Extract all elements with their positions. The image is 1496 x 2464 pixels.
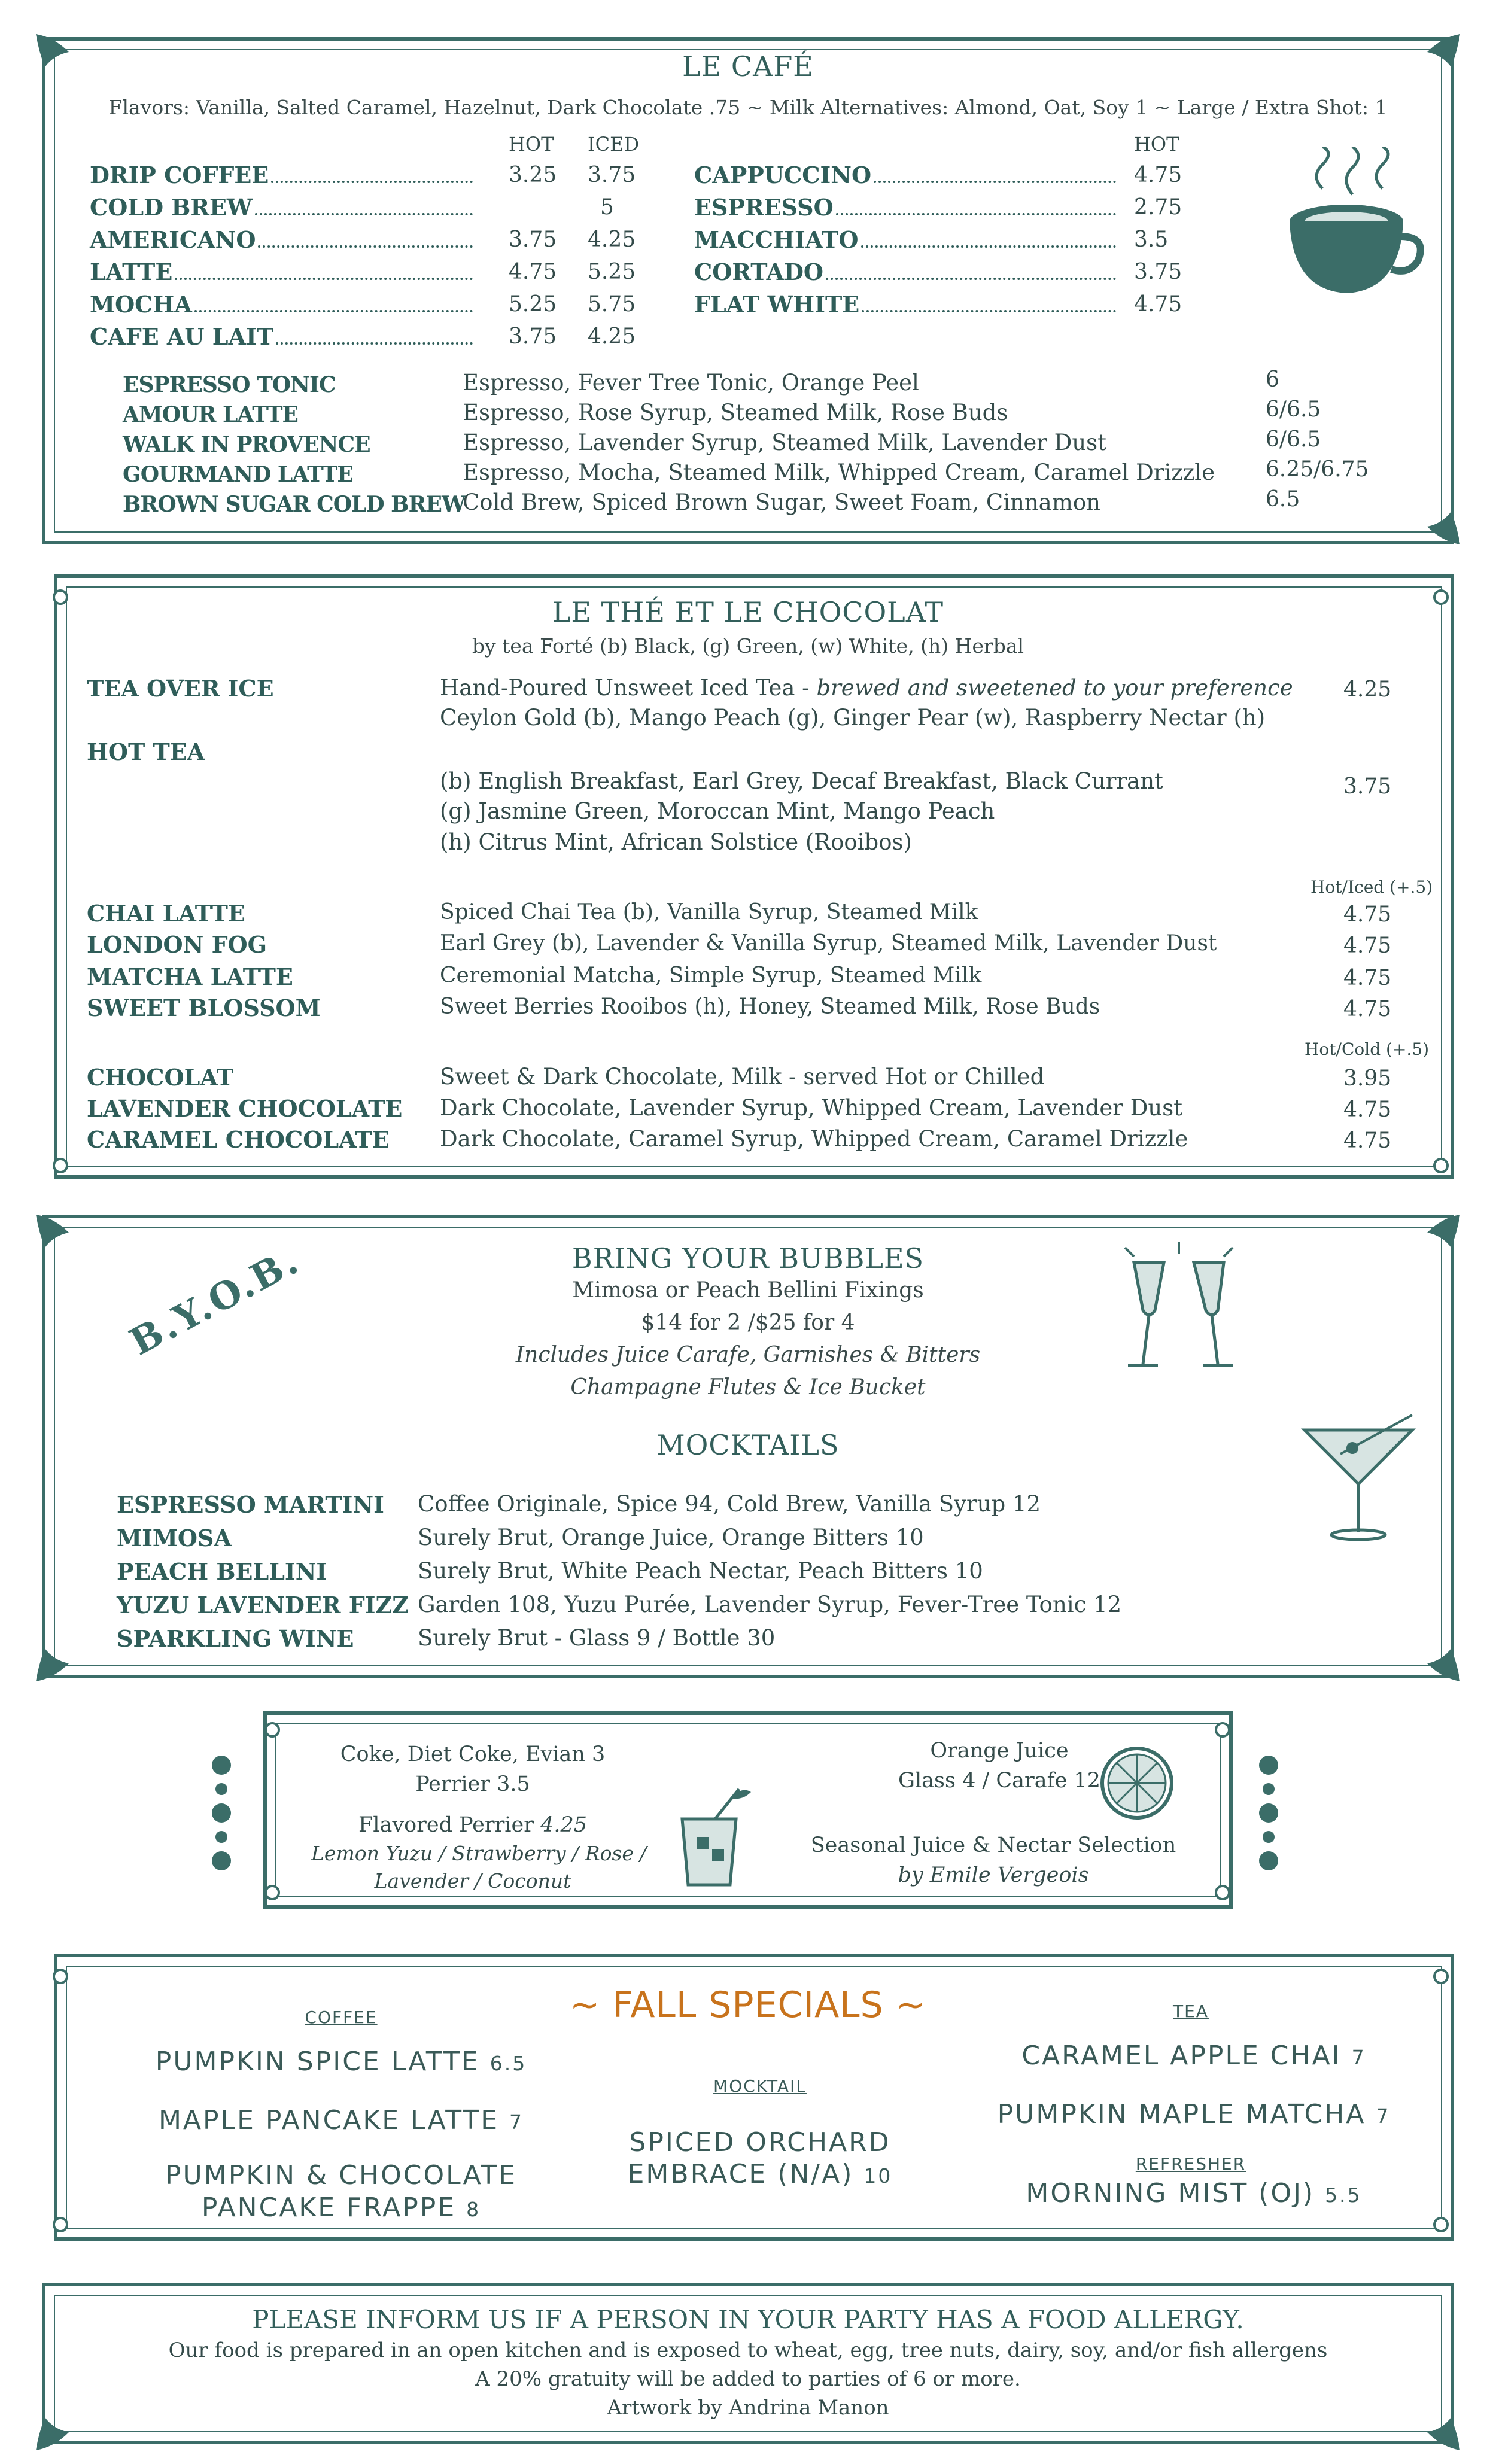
soft-right-2: Glass 4 / Carafe 12 (898, 1769, 1100, 1793)
cafe-title: LE CAFÉ (682, 50, 814, 83)
item-name: AMERICANO (90, 226, 256, 253)
item-name: ESPRESSO (694, 194, 834, 221)
chocolate-price: 4.75 (1343, 1097, 1392, 1122)
specialty-price: 6 (1266, 367, 1279, 392)
ring-ornament (1433, 1969, 1449, 1984)
item-name: CORTADO (694, 258, 823, 285)
the-title: LE THÉ ET LE CHOCOLAT (552, 596, 944, 628)
item-name: CAFE AU LAIT (90, 323, 274, 350)
leader-dots (276, 336, 473, 345)
hot-tea-price: 3.75 (1343, 774, 1392, 799)
specialty-name: BROWN SUGAR COLD BREW (123, 492, 466, 517)
item-name: MACCHIATO (694, 226, 859, 253)
mocktail-desc: Coffee Originale, Spice 94, Cold Brew, Vanilla Syrup 12 (418, 1491, 1041, 1517)
latte-desc: Spiced Chai Tea (b), Vanilla Syrup, Steamed Milk (440, 900, 978, 924)
item-hot-price: 4.75 (1134, 163, 1182, 187)
cafe-left-item (90, 162, 473, 188)
leader-dots (826, 272, 1116, 280)
mocktail-desc: Surely Brut, Orange Juice, Orange Bitters 10 (418, 1525, 924, 1550)
byob-line-3: Includes Juice Carafe, Garnishes & Bitters (515, 1343, 981, 1367)
fall-coffee-3: PUMPKIN & CHOCOLATE (165, 2160, 517, 2191)
byob-title: BRING YOUR BUBBLES (571, 1242, 925, 1274)
fall-coffee-2: MAPLE PANCAKE LATTE 7 (158, 2105, 524, 2136)
fall-specials-title: ~ FALL SPECIALS ~ (570, 1984, 926, 2026)
chocolate-price: 3.95 (1343, 1066, 1392, 1091)
latte-price: 4.75 (1343, 966, 1392, 990)
soft-line-1: Coke, Diet Coke, Evian 3 (340, 1742, 606, 1766)
ring-ornament (1215, 1885, 1230, 1900)
latte-name: MATCHA LATTE (87, 963, 293, 990)
item-hot-price: 3.75 (509, 324, 557, 349)
leader-dots (861, 239, 1117, 248)
byob-line-2: $14 for 2 /$25 for 4 (641, 1310, 855, 1335)
allergy-notice: PLEASE INFORM US IF A PERSON IN YOUR PARTY HAS A FOOD ALLERGY. (252, 2305, 1244, 2334)
specialty-name: AMOUR LATTE (123, 402, 298, 427)
soft-line-2: Perrier 3.5 (415, 1772, 530, 1796)
chocolate-desc: Dark Chocolate, Caramel Syrup, Whipped Cream, Caramel Drizzle (440, 1126, 1188, 1152)
specialty-desc: Espresso, Mocha, Steamed Milk, Whipped Cream, Caramel Drizzle (463, 460, 1215, 485)
soft-line-3: Flavored Perrier 4.25 (358, 1813, 588, 1837)
soft-line-4: Lemon Yuzu / Strawberry / Rose / (311, 1842, 647, 1865)
cafe-right-item (694, 226, 1116, 253)
gratuity-notice: A 20% gratuity will be added to parties of 6 or more. (475, 2367, 1021, 2391)
item-name: CAPPUCCINO (694, 162, 872, 188)
the-subtitle: by tea Forté (b) Black, (g) Green, (w) White, (h) Herbal (472, 634, 1024, 658)
leader-dots (194, 304, 473, 312)
artwork-credit: Artwork by Andrina Manon (607, 2396, 889, 2420)
item-name: DRIP COFFEE (90, 162, 269, 188)
specialty-name: ESPRESSO TONIC (123, 372, 336, 397)
specialty-price: 6.5 (1266, 487, 1300, 512)
coffee-cup-icon (1287, 147, 1424, 302)
orange-slice-icon (1098, 1744, 1176, 1822)
mocktail-name: YUZU LAVENDER FIZZ (117, 1592, 409, 1619)
latte-name: CHAI LATTE (87, 900, 245, 927)
hot-tea-line-3: (h) Citrus Mint, African Solstice (Rooibos) (440, 829, 912, 855)
mocktail-name: ESPRESSO MARTINI (117, 1491, 384, 1518)
cafe-left-item (90, 258, 473, 285)
iced-drink-icon (673, 1783, 757, 1891)
item-hot-price: 3.75 (1134, 260, 1182, 284)
leaf-corner-icon (1421, 506, 1463, 547)
item-iced-price: 5.25 (588, 260, 636, 284)
col-iced-label: ICED (588, 133, 640, 156)
leader-dots (175, 272, 473, 280)
byob-line-1: Mimosa or Peach Bellini Fixings (572, 1278, 924, 1303)
latte-name: SWEET BLOSSOM (87, 994, 321, 1021)
cafe-right-item (694, 162, 1116, 188)
chocolate-name: CARAMEL CHOCOLATE (87, 1126, 390, 1153)
leaf-corner-icon (33, 1642, 75, 1684)
item-iced-price: 4.25 (588, 227, 636, 252)
item-hot-price: 5.25 (509, 292, 557, 317)
chocolate-note: Hot/Cold (+.5) (1305, 1039, 1430, 1059)
cafe-left-item (90, 226, 473, 253)
latte-price: 4.75 (1343, 997, 1392, 1021)
ring-ornament (1433, 1158, 1449, 1173)
specialty-desc: Cold Brew, Spiced Brown Sugar, Sweet Foam, Cinnamon (463, 489, 1100, 515)
fall-mocktail-label: MOCKTAIL (713, 2076, 807, 2096)
fall-tea-label: TEA (1173, 2001, 1209, 2021)
fall-coffee-4: PANCAKE FRAPPE 8 (201, 2192, 481, 2223)
cafe-right-item (694, 194, 1116, 221)
ring-ornament (53, 1969, 68, 1984)
ring-ornament (53, 1158, 68, 1173)
ring-ornament (1433, 2217, 1449, 2232)
cafe-left-item (90, 323, 473, 350)
hot-tea-line-2: (g) Jasmine Green, Moroccan Mint, Mango Peach (440, 798, 995, 824)
hot-tea-name: HOT TEA (87, 738, 205, 765)
cafe-left-item (90, 194, 473, 221)
cafe-left-item (90, 291, 473, 318)
item-iced-price: 5.75 (588, 292, 636, 317)
specialty-name: GOURMAND LATTE (123, 462, 353, 487)
leader-dots (836, 207, 1116, 215)
specialty-desc: Espresso, Rose Syrup, Steamed Milk, Rose Buds (463, 400, 1008, 425)
byob-line-4: Champagne Flutes & Ice Bucket (570, 1375, 926, 1400)
fall-tea-1: CARAMEL APPLE CHAI 7 (1021, 2040, 1366, 2071)
tea-over-ice-flavors: Ceylon Gold (b), Mango Peach (g), Ginger Pear (w), Raspberry Nectar (h) (440, 705, 1266, 731)
soft-right-1: Orange Juice (930, 1739, 1069, 1763)
cafe-right-item (694, 258, 1116, 285)
item-name: MOCHA (90, 291, 192, 318)
chocolate-name: LAVENDER CHOCOLATE (87, 1095, 403, 1122)
item-hot-price: 3.25 (509, 163, 557, 187)
fall-mocktail-1: SPICED ORCHARD (629, 2127, 891, 2158)
latte-name: LONDON FOG (87, 931, 267, 958)
item-hot-price: 3.5 (1134, 227, 1169, 252)
leader-dots (258, 239, 473, 248)
chocolate-name: CHOCOLAT (87, 1064, 233, 1091)
chocolate-desc: Dark Chocolate, Lavender Syrup, Whipped Cream, Lavender Dust (440, 1095, 1183, 1121)
latte-desc: Earl Grey (b), Lavender & Vanilla Syrup, Steamed Milk, Lavender Dust (440, 931, 1217, 956)
ring-ornament (1215, 1722, 1230, 1738)
leader-dots (271, 175, 473, 183)
item-hot-price: 4.75 (509, 260, 557, 284)
specialty-desc: Espresso, Lavender Syrup, Steamed Milk, Lavender Dust (463, 430, 1107, 455)
latte-price: 4.75 (1343, 933, 1392, 958)
leader-dots (862, 304, 1116, 312)
item-iced-price: 4.25 (588, 324, 636, 349)
latte-desc: Ceremonial Matcha, Simple Syrup, Steamed Milk (440, 963, 982, 988)
ring-ornament (53, 2217, 68, 2232)
kitchen-notice: Our food is prepared in an open kitchen and is exposed to wheat, egg, tree nuts, dairy, soy, and/or fish allergens (168, 2338, 1328, 2362)
byob-badge: B.Y.O.B. (123, 1238, 307, 1364)
ring-ornament (264, 1722, 280, 1738)
item-iced-price: 5 (600, 195, 614, 220)
item-name: FLAT WHITE (694, 291, 860, 318)
mocktail-name: SPARKLING WINE (117, 1625, 354, 1652)
item-iced-price: 3.75 (588, 163, 636, 187)
cafe-right-item (694, 291, 1116, 318)
specialty-desc: Espresso, Fever Tree Tonic, Orange Peel (463, 370, 919, 396)
soft-right-4: by Emile Vergeois (898, 1863, 1089, 1887)
latte-desc: Sweet Berries Rooibos (h), Honey, Steamed Milk, Rose Buds (440, 994, 1100, 1019)
item-hot-price: 2.75 (1134, 195, 1182, 220)
specialty-price: 6.25/6.75 (1266, 457, 1369, 482)
item-hot-price: 4.75 (1134, 292, 1182, 317)
item-hot-price: 3.75 (509, 227, 557, 252)
tea-over-ice-desc: Hand-Poured Unsweet Iced Tea - brewed and sweetened to your preference (440, 675, 1293, 701)
chocolate-desc: Sweet & Dark Chocolate, Milk - served Hot or Chilled (440, 1064, 1045, 1090)
specialty-name: WALK IN PROVENCE (123, 432, 370, 457)
hot-tea-line-1: (b) English Breakfast, Earl Grey, Decaf Breakfast, Black Currant (440, 768, 1163, 794)
soft-line-5: Lavender / Coconut (374, 1869, 571, 1893)
col-hot-right-label: HOT (1134, 133, 1179, 156)
soft-right-3: Seasonal Juice & Nectar Selection (810, 1833, 1176, 1857)
cafe-flavors-line: Flavors: Vanilla, Salted Caramel, Hazelnut, Dark Chocolate .75 ~ Milk Alternatives: Almond, Oat, Soy 1 ~ Large / Extra Shot: 1 (108, 96, 1388, 119)
flourish-right-icon (1251, 1753, 1287, 1873)
specialty-price: 6/6.5 (1266, 397, 1321, 422)
fall-coffee-label: COFFEE (305, 2007, 378, 2027)
leader-dots (874, 175, 1116, 183)
leader-dots (255, 207, 473, 215)
fall-tea-2: PUMPKIN MAPLE MATCHA 7 (997, 2099, 1391, 2130)
fall-refresher-1: MORNING MIST (OJ) 5.5 (1026, 2178, 1362, 2209)
mocktail-name: PEACH BELLINI (117, 1558, 327, 1585)
martini-glass-icon (1299, 1412, 1424, 1544)
item-name: LATTE (90, 258, 173, 285)
fall-refresher-label: REFRESHER (1135, 2154, 1246, 2174)
fall-coffee-1: PUMPKIN SPICE LATTE 6.5 (155, 2046, 527, 2077)
chocolate-price: 4.75 (1343, 1128, 1392, 1153)
flourish-left-icon (203, 1753, 239, 1873)
tea-over-ice-name: TEA OVER ICE (87, 675, 274, 702)
col-hot-label: HOT (509, 133, 554, 156)
item-name: COLD BREW (90, 194, 253, 221)
mocktails-title: MOCKTAILS (656, 1429, 840, 1461)
mocktail-desc: Surely Brut - Glass 9 / Bottle 30 (418, 1625, 776, 1651)
fall-mocktail-2: EMBRACE (N/A) 10 (627, 2159, 893, 2189)
champagne-glasses-icon (1107, 1239, 1251, 1376)
mocktail-desc: Garden 108, Yuzu Purée, Lavender Syrup, Fever-Tree Tonic 12 (418, 1592, 1122, 1617)
specialty-price: 6/6.5 (1266, 427, 1321, 452)
mocktail-name: MIMOSA (117, 1525, 232, 1552)
mocktail-desc: Surely Brut, White Peach Nectar, Peach Bitters 10 (418, 1558, 983, 1584)
lattes-note: Hot/Iced (+.5) (1310, 877, 1433, 897)
ring-ornament (264, 1885, 280, 1900)
tea-over-ice-price: 4.25 (1343, 677, 1392, 702)
latte-price: 4.75 (1343, 902, 1392, 927)
leaf-corner-icon (1421, 1642, 1463, 1684)
